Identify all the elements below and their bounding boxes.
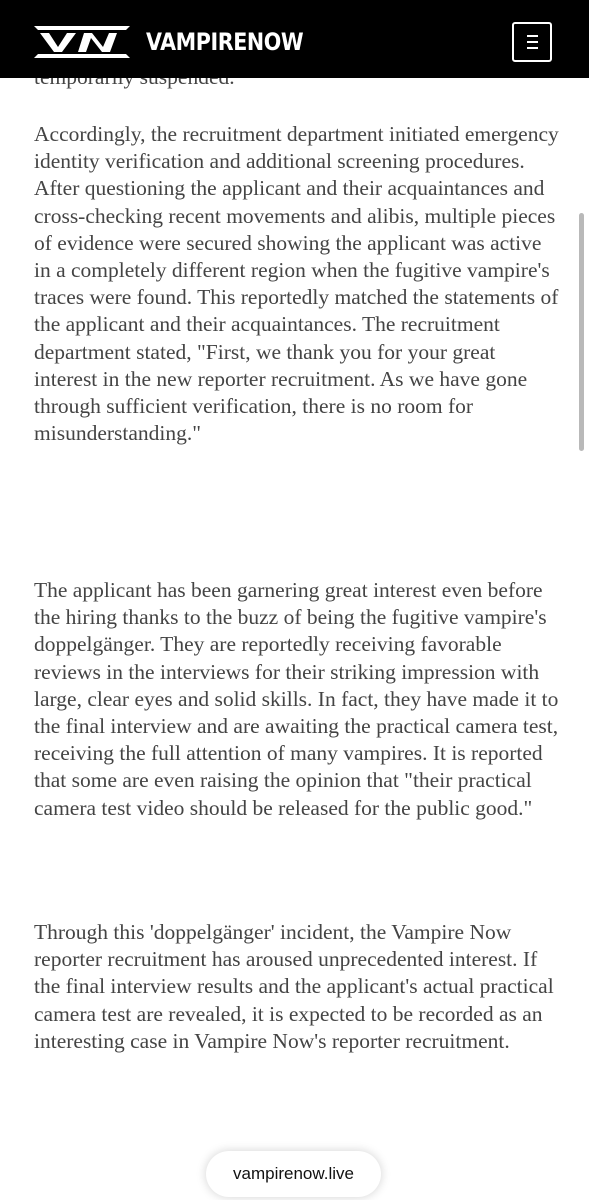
article-paragraph: The applicant has been garnering great interest even before the hiring thanks to the buzz of being the fugitive vampire's doppelgänger. They are reportedly receiving favorable reviews in the interviews for their striking impression with large, clear eyes and solid skills. In fact, they have made it to the final interview and are awaiting the practical camera test, receiving the full attention of many vampires. It is reported that some are even raising the opinion that "their practical camera test video should be released for the public good." [34, 578, 559, 820]
article-paragraph: Through this 'doppelgänger' incident, the Vampire Now reporter recruitment has aroused unprecedented interest. If the final interview results and the applicant's actual practical camera test are revealed, it is expected to be recorded as an interesting case in Vampire Now's reporter recruitment. [34, 920, 554, 1053]
menu-button[interactable] [512, 22, 552, 62]
site-brand-name[interactable]: VAMPIRENOW [146, 28, 304, 56]
article-paragraph: Accordingly, the recruitment department initiated emergency identity verification and additional screening procedures. After questioning the applicant and their acquaintances and cross-checking recent movements and alibis, multiple pieces of evidence were secured showing the applicant was active in a completely different region when the fugitive vampire's traces were found. This reportedly matched the statements of the applicant and their acquaintances. The recruitment department stated, "First, we thank you for your great interest in the new reporter recruitment. As we have gone through sufficient verification, there is no room for misunderstanding." [34, 122, 559, 446]
vn-logo-icon[interactable] [34, 26, 130, 58]
url-text: vampirenow.live [233, 1164, 354, 1183]
site-header [0, 0, 589, 78]
scrollbar[interactable] [579, 213, 584, 451]
address-bar[interactable] [206, 1151, 381, 1197]
